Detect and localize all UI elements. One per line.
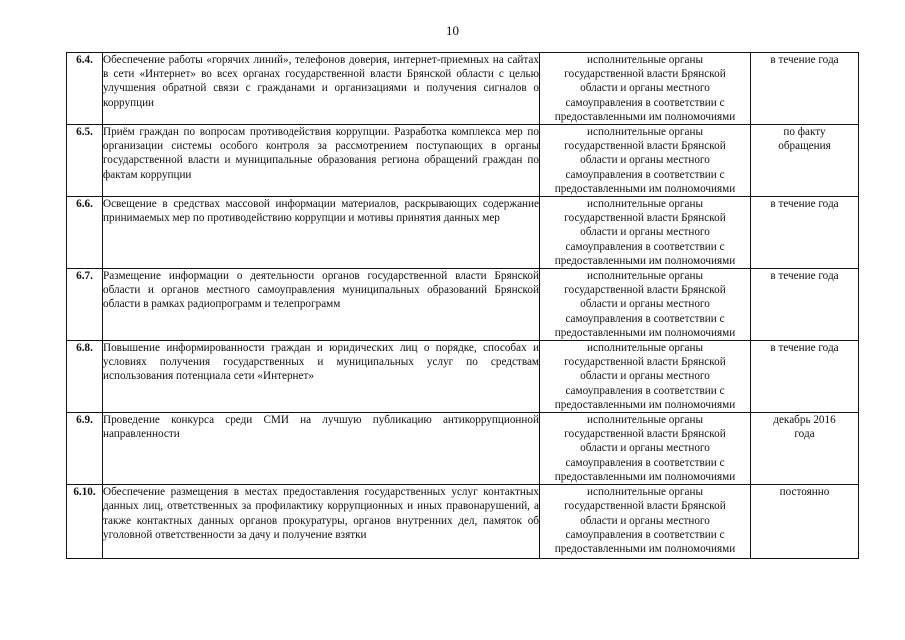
executor-line: самоуправления в соответствии с bbox=[565, 312, 725, 325]
executor-line: области и органы местного bbox=[580, 226, 710, 239]
term-cell: постоянно bbox=[751, 485, 859, 559]
table-row bbox=[67, 269, 859, 341]
executor-line: самоуправления в соответствии с bbox=[565, 96, 725, 109]
term-cell: в течение года bbox=[751, 341, 859, 413]
measure-description: Повышение информированности граждан и юридических лиц о порядке, способах и условиях получения государственных и муниципальных услуг по средствам использования потенциала сети «Интернет» bbox=[103, 341, 540, 413]
term-cell: в течение года bbox=[751, 269, 859, 341]
measure-description: Проведение конкурса среди СМИ на лучшую публикацию антикоррупционной направленности bbox=[103, 413, 540, 485]
table-row bbox=[67, 485, 859, 559]
executor-line: государственной власти Брянской bbox=[564, 212, 726, 225]
executor-line: области и органы местного bbox=[580, 82, 710, 95]
executor-line: области и органы местного bbox=[580, 370, 710, 383]
executor-line: области и органы местного bbox=[580, 442, 710, 455]
executor-line: исполнительные органы bbox=[587, 270, 703, 283]
page-number: 10 bbox=[446, 23, 459, 38]
table-row bbox=[67, 197, 859, 269]
row-number: 6.10. bbox=[67, 485, 103, 559]
row-number: 6.6. bbox=[67, 197, 103, 269]
executor-cell bbox=[540, 485, 751, 559]
measure-description: Размещение информации о деятельности органов государственной власти Брянской области и органов местного самоуправления муниципальных образований Брянской области в рамках радиопрограмм и телепрограмм bbox=[103, 269, 540, 341]
executor-line: предоставленными им полномочиями bbox=[554, 470, 736, 483]
executor-line: предоставленными им полномочиями bbox=[554, 182, 736, 195]
row-number: 6.9. bbox=[67, 413, 103, 485]
term-cell: в течение года bbox=[751, 53, 859, 125]
executor-line: области и органы местного bbox=[580, 154, 710, 167]
executor-line: предоставленными им полномочиями bbox=[554, 398, 736, 411]
executor-line: самоуправления в соответствии с bbox=[565, 528, 725, 541]
executor-cell bbox=[540, 413, 751, 485]
executor-line: самоуправления в соответствии с bbox=[565, 168, 725, 181]
executor-line: государственной власти Брянской bbox=[564, 68, 726, 81]
executor-line: государственной власти Брянской bbox=[564, 140, 726, 153]
executor-line: области и органы местного bbox=[580, 298, 710, 311]
measure-description: Приём граждан по вопросам противодействия коррупции. Разработка комплекса мер по организации системы особого контроля за рассмотрением поступающих в органы государственной власти и муниципальные образования региона обращений граждан по фактам коррупции bbox=[103, 125, 540, 197]
term-cell bbox=[751, 413, 859, 485]
executor-line: государственной власти Брянской bbox=[564, 356, 726, 369]
executor-line: самоуправления в соответствии с bbox=[565, 240, 725, 253]
table-row bbox=[67, 125, 859, 197]
executor-cell bbox=[540, 53, 751, 125]
term-cell bbox=[751, 125, 859, 197]
executor-line: исполнительные органы bbox=[587, 342, 703, 355]
measures-table bbox=[66, 52, 859, 559]
table-row bbox=[67, 413, 859, 485]
executor-cell bbox=[540, 341, 751, 413]
executor-line: самоуправления в соответствии с bbox=[565, 384, 725, 397]
executor-line: исполнительные органы bbox=[587, 414, 703, 427]
executor-line: исполнительные органы bbox=[587, 54, 703, 66]
executor-line: предоставленными им полномочиями bbox=[554, 326, 736, 339]
row-number: 6.5. bbox=[67, 125, 103, 197]
executor-line: исполнительные органы bbox=[587, 126, 703, 139]
executor-line: самоуправления в соответствии с bbox=[565, 456, 725, 469]
executor-line: предоставленными им полномочиями bbox=[554, 254, 736, 267]
executor-line: исполнительные органы bbox=[587, 198, 703, 211]
executor-line: государственной власти Брянской bbox=[564, 428, 726, 441]
row-number: 6.7. bbox=[67, 269, 103, 341]
executor-line: государственной власти Брянской bbox=[564, 500, 726, 513]
term-text: декабрь 2016 года bbox=[773, 414, 836, 441]
measure-description: Обеспечение работы «горячих линий», телефонов доверия, интернет-приемных на сайтах в сети «Интернет» во всех органах государственной власти Брянской области с целью улучшения обратной связи с гражданами и организациями и получения сигналов о коррупции bbox=[103, 53, 540, 125]
executor-line: предоставленными им полномочиями bbox=[554, 110, 736, 123]
row-number: 6.4. bbox=[67, 53, 103, 125]
executor-cell bbox=[540, 125, 751, 197]
executor-line: государственной власти Брянской bbox=[564, 284, 726, 297]
table-row bbox=[67, 53, 859, 125]
term-text: по факту обращения bbox=[778, 126, 831, 153]
measure-description: Освещение в средствах массовой информации материалов, раскрывающих содержание принимаемых мер по противодействию коррупции и мотивы принятия данных мер bbox=[103, 197, 540, 269]
measure-description: Обеспечение размещения в местах предоставления государственных услуг контактных данных лиц, ответственных за профилактику коррупционных и иных правонарушений, а также контактных данных органов прокуратуры, органов внутренних дел, памяток об уголовной ответственности за дачу и получение взятки bbox=[103, 485, 540, 559]
term-cell: в течение года bbox=[751, 197, 859, 269]
executor-line: исполнительные органы bbox=[587, 486, 703, 499]
table-row bbox=[67, 341, 859, 413]
executor-cell bbox=[540, 197, 751, 269]
row-number: 6.8. bbox=[67, 341, 103, 413]
executor-line: области и органы местного bbox=[580, 514, 710, 527]
executor-cell bbox=[540, 269, 751, 341]
executor-line: предоставленными им полномочиями bbox=[554, 542, 736, 555]
